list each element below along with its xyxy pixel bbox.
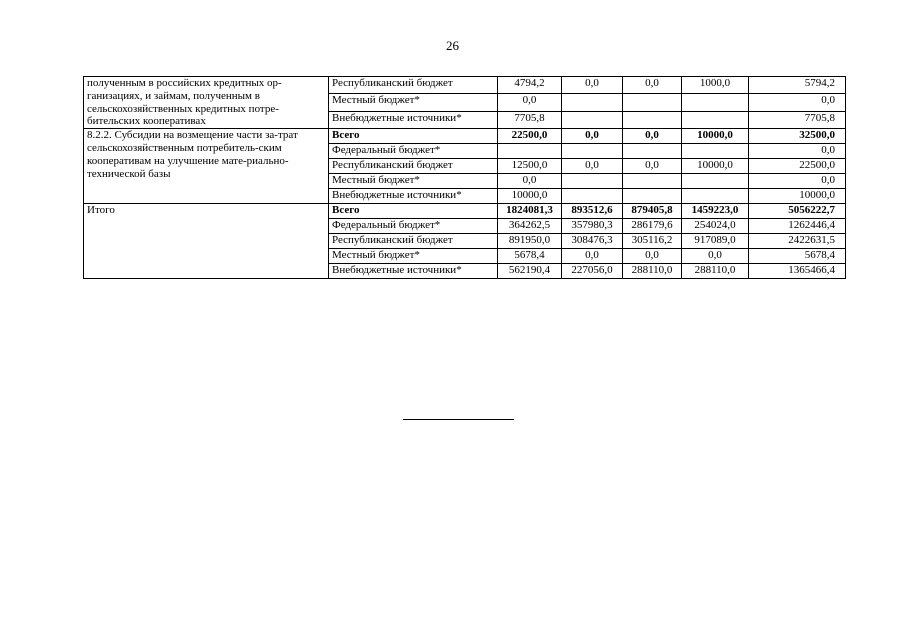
value-cell: 917089,0: [682, 234, 749, 249]
value-cell: 0,0: [623, 129, 682, 144]
value-cell: 0,0: [562, 77, 623, 94]
value-cell: 0,0: [623, 249, 682, 264]
total-cell: 0,0: [749, 94, 846, 111]
value-cell: 10000,0: [682, 129, 749, 144]
funding-source-cell: Всего: [329, 129, 498, 144]
value-cell: [682, 111, 749, 128]
value-cell: [498, 144, 562, 159]
total-cell: 22500,0: [749, 159, 846, 174]
value-cell: 0,0: [682, 249, 749, 264]
table-row: [84, 77, 846, 94]
value-cell: [623, 111, 682, 128]
funding-source-cell: Местный бюджет*: [329, 249, 498, 264]
funding-source-cell: Республиканский бюджет: [329, 159, 498, 174]
funding-source-cell: Внебюджетные источники*: [329, 111, 498, 128]
value-cell: 22500,0: [498, 129, 562, 144]
value-cell: 227056,0: [562, 264, 623, 279]
value-cell: 891950,0: [498, 234, 562, 249]
page-number: 26: [446, 38, 459, 53]
value-cell: 288110,0: [682, 264, 749, 279]
value-cell: 0,0: [498, 94, 562, 111]
value-cell: 0,0: [623, 77, 682, 94]
value-cell: 879405,8: [623, 204, 682, 219]
value-cell: 1459223,0: [682, 204, 749, 219]
value-cell: 0,0: [562, 249, 623, 264]
funding-source-cell: Республиканский бюджет: [329, 77, 498, 94]
value-cell: 305116,2: [623, 234, 682, 249]
value-cell: [682, 174, 749, 189]
total-cell: 0,0: [749, 174, 846, 189]
value-cell: [562, 111, 623, 128]
value-cell: 254024,0: [682, 219, 749, 234]
value-cell: [623, 189, 682, 204]
value-cell: 0,0: [562, 159, 623, 174]
value-cell: 357980,3: [562, 219, 623, 234]
item-description: 8.2.2. Субсидии на возмещение части за-трат сельскохозяйственным потребитель-ским кооперативам на улучшение мате-риально-технической базы: [84, 129, 329, 204]
table-row: [84, 204, 846, 219]
total-cell: 5056222,7: [749, 204, 846, 219]
value-cell: 364262,5: [498, 219, 562, 234]
footer-rule: [403, 419, 514, 420]
funding-source-cell: Внебюджетные источники*: [329, 189, 498, 204]
value-cell: 562190,4: [498, 264, 562, 279]
total-cell: 32500,0: [749, 129, 846, 144]
value-cell: 286179,6: [623, 219, 682, 234]
total-cell: 1262446,4: [749, 219, 846, 234]
item-description: полученным в российских кредитных ор-ганизациях, и займам, полученным в сельскохозяйственных кредитных потре-бительских кооперативах: [84, 77, 329, 129]
value-cell: [682, 94, 749, 111]
budget-table: [83, 76, 846, 279]
total-cell: 5678,4: [749, 249, 846, 264]
value-cell: 7705,8: [498, 111, 562, 128]
value-cell: 5678,4: [498, 249, 562, 264]
total-cell: 5794,2: [749, 77, 846, 94]
total-cell: 2422631,5: [749, 234, 846, 249]
value-cell: 1000,0: [682, 77, 749, 94]
table-row: [84, 129, 846, 144]
value-cell: 10000,0: [498, 189, 562, 204]
value-cell: 10000,0: [682, 159, 749, 174]
item-description: Итого: [84, 204, 329, 279]
funding-source-cell: Республиканский бюджет: [329, 234, 498, 249]
funding-source-cell: Федеральный бюджет*: [329, 219, 498, 234]
value-cell: [682, 144, 749, 159]
value-cell: 4794,2: [498, 77, 562, 94]
value-cell: 893512,6: [562, 204, 623, 219]
value-cell: 0,0: [562, 129, 623, 144]
value-cell: [623, 94, 682, 111]
value-cell: [562, 144, 623, 159]
value-cell: 0,0: [623, 159, 682, 174]
value-cell: [623, 174, 682, 189]
value-cell: 0,0: [498, 174, 562, 189]
value-cell: 1824081,3: [498, 204, 562, 219]
value-cell: [682, 189, 749, 204]
value-cell: [562, 189, 623, 204]
value-cell: 308476,3: [562, 234, 623, 249]
total-cell: 1365466,4: [749, 264, 846, 279]
funding-source-cell: Местный бюджет*: [329, 94, 498, 111]
value-cell: 12500,0: [498, 159, 562, 174]
value-cell: [562, 94, 623, 111]
value-cell: [623, 144, 682, 159]
value-cell: [562, 174, 623, 189]
total-cell: 10000,0: [749, 189, 846, 204]
value-cell: 288110,0: [623, 264, 682, 279]
funding-source-cell: Внебюджетные источники*: [329, 264, 498, 279]
total-cell: 7705,8: [749, 111, 846, 128]
funding-source-cell: Всего: [329, 204, 498, 219]
funding-source-cell: Федеральный бюджет*: [329, 144, 498, 159]
total-cell: 0,0: [749, 144, 846, 159]
funding-source-cell: Местный бюджет*: [329, 174, 498, 189]
